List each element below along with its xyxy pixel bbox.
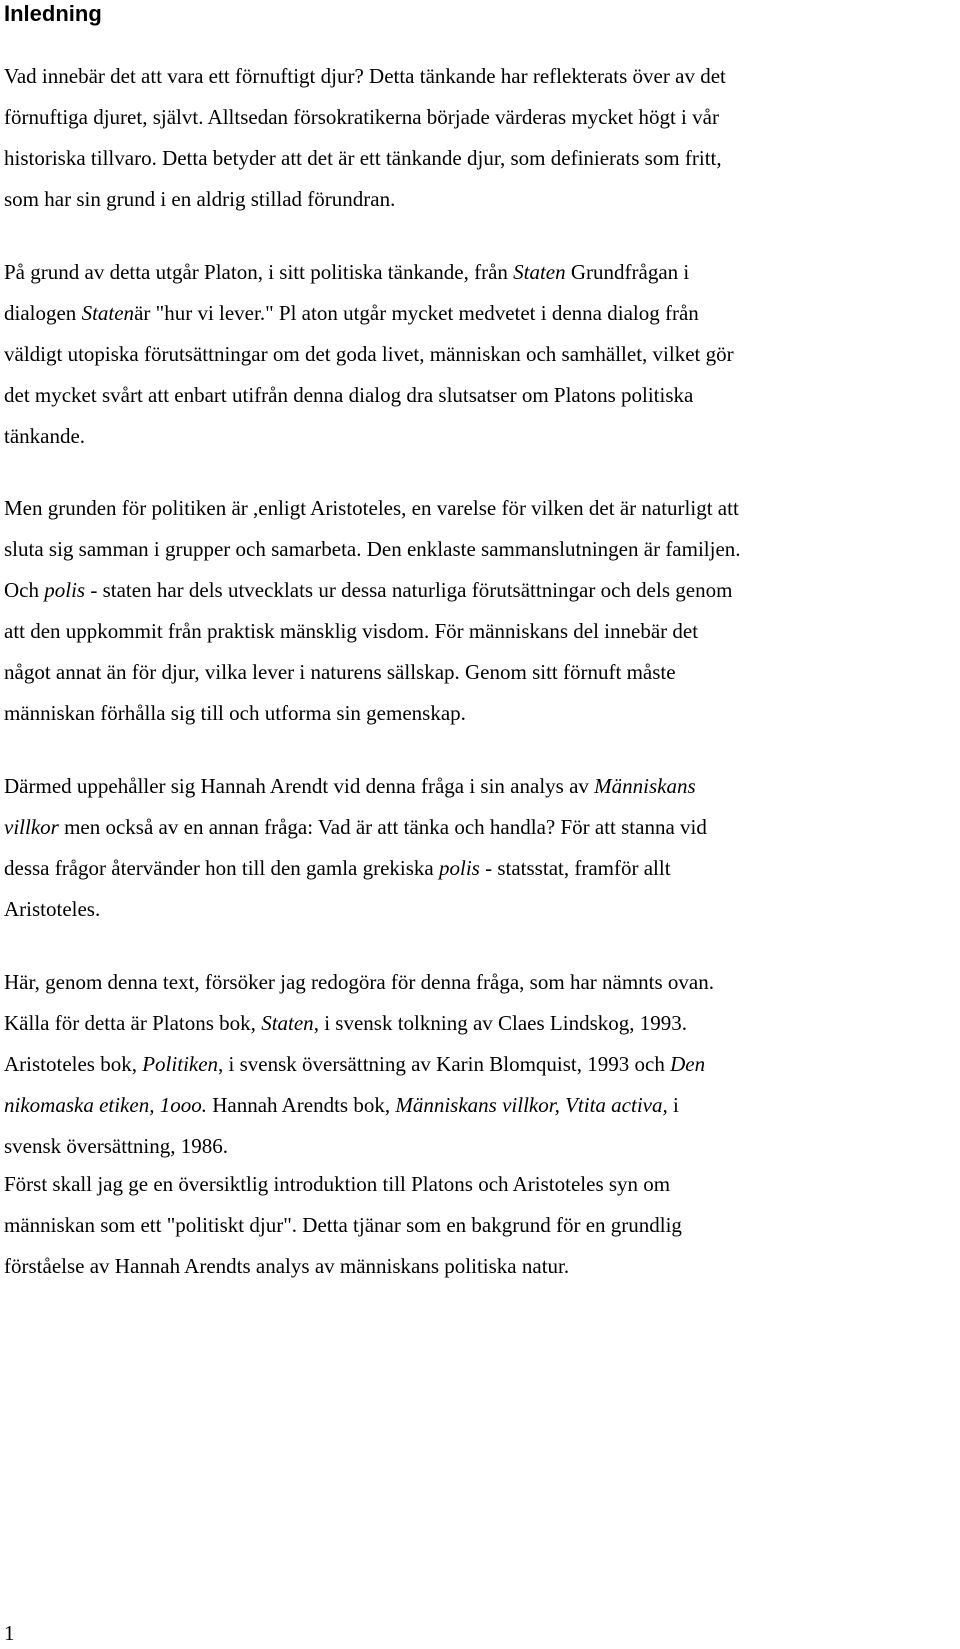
text-segment: något annat än för djur, vilka lever i naturens sällskap. Genom sitt förnuft måste	[4, 660, 676, 684]
text-line	[4, 855, 671, 881]
text-segment: människan förhålla sig till och utforma sin gemenskap.	[4, 701, 466, 725]
italic-text-segment: Staten	[261, 1011, 314, 1035]
text-segment: förståelse av Hannah Arendts analys av människans politiska natur.	[4, 1254, 570, 1278]
italic-text-segment: nikomaska etiken, 1ooo.	[4, 1093, 207, 1117]
text-line	[4, 423, 85, 449]
text-line	[4, 700, 466, 726]
text-line	[4, 1133, 228, 1159]
text-segment: Vad innebär det att vara ett förnuftigt djur? Detta tänkande har reflekterats över av det	[4, 64, 726, 88]
text-segment: i	[667, 1093, 679, 1117]
italic-text-segment: polis	[44, 578, 86, 602]
text-line	[4, 1092, 679, 1118]
text-segment: Aristoteles.	[4, 897, 101, 921]
italic-text-segment: Staten	[81, 301, 135, 325]
page-number: 1	[4, 1621, 15, 1645]
text-line	[4, 104, 719, 130]
text-line	[4, 969, 714, 995]
text-segment: som har sin grund i en aldrig stillad förundran.	[4, 187, 396, 211]
text-segment: dessa frågor återvänder hon till den gamla grekiska	[4, 856, 440, 880]
text-segment: Men grunden för politiken är ,enligt Aristoteles, en varelse för vilken det är naturligt att	[4, 496, 739, 520]
text-line	[4, 618, 698, 644]
text-segment: Därmed uppehåller sig Hannah Arendt vid denna fråga i sin analys av	[4, 774, 595, 798]
text-line	[4, 1171, 670, 1197]
italic-text-segment: Politiken	[142, 1052, 219, 1076]
text-line	[4, 536, 741, 562]
text-line	[4, 300, 699, 326]
text-line	[4, 659, 676, 685]
text-segment: - statsstat, framför allt	[479, 856, 671, 880]
text-segment: förnuftiga djuret, självt. Alltsedan försokratikerna började värderas mycket högt i vår	[4, 105, 719, 129]
text-segment: , i svensk översättning av Karin Blomquist, 1993 och	[218, 1052, 671, 1076]
text-segment: Grundfrågan i	[565, 260, 690, 284]
text-line	[4, 186, 395, 212]
text-segment: är "hur vi lever." Pl aton utgår mycket medvetet i denna dialog från	[134, 301, 699, 325]
text-segment: Hannah Arendts bok,	[206, 1093, 396, 1117]
text-segment: men också av en annan fråga: Vad är att tänka och handla? För att stanna vid	[58, 815, 707, 839]
italic-text-segment: villkor	[4, 815, 59, 839]
text-segment: Och	[4, 578, 45, 602]
text-segment: , i svensk tolkning av Claes Lindskog, 1993.	[313, 1011, 688, 1035]
text-segment: sluta sig samman i grupper och samarbeta. Den enklaste sammanslutningen är familjen.	[4, 537, 741, 561]
text-line	[4, 896, 100, 922]
text-line	[4, 1051, 705, 1077]
text-segment: människan som ett "politiskt djur". Detta tjänar som en bakgrund för en grundlig	[4, 1213, 682, 1237]
text-line	[4, 495, 739, 521]
italic-text-segment: Den	[670, 1052, 706, 1076]
text-segment: Källa för detta är Platons bok,	[4, 1011, 262, 1035]
text-segment: svensk översättning, 1986.	[4, 1134, 228, 1158]
text-segment: väldigt utopiska förutsättningar om det goda livet, människan och samhället, vilket gör	[4, 342, 734, 366]
text-segment: det mycket svårt att enbart utifrån denna dialog dra slutsatser om Platons politiska	[4, 383, 694, 407]
text-segment: Aristoteles bok,	[4, 1052, 143, 1076]
text-segment: - staten har dels utvecklats ur dessa naturliga förutsättningar och dels genom	[85, 578, 733, 602]
text-line	[4, 259, 689, 285]
italic-text-segment: Staten	[513, 260, 566, 284]
text-line	[4, 814, 707, 840]
text-segment: att den uppkommit från praktisk mänsklig visdom. För människans del innebär det	[4, 619, 699, 643]
text-line	[4, 341, 734, 367]
italic-text-segment: polis	[439, 856, 480, 880]
text-segment: Först skall jag ge en översiktlig introduktion till Platons och Aristoteles syn om	[4, 1172, 671, 1196]
italic-text-segment: Människans	[594, 774, 696, 798]
text-segment: På grund av detta utgår Platon, i sitt politiska tänkande, från	[4, 260, 514, 284]
text-line	[4, 1253, 569, 1279]
text-line	[4, 63, 726, 89]
text-line	[4, 145, 722, 171]
text-segment: tänkande.	[4, 424, 86, 448]
text-line	[4, 1010, 687, 1036]
text-line	[4, 1212, 682, 1238]
text-line	[4, 577, 732, 603]
italic-text-segment: Människans villkor, Vtita activa,	[395, 1093, 668, 1117]
text-segment: dialogen	[4, 301, 82, 325]
section-heading: Inledning	[4, 1, 102, 26]
text-segment: Här, genom denna text, försöker jag redogöra för denna fråga, som har nämnts ovan.	[4, 970, 714, 994]
text-line	[4, 382, 693, 408]
text-segment: historiska tillvaro. Detta betyder att det är ett tänkande djur, som definierats som fritt,	[4, 146, 722, 170]
text-line	[4, 773, 696, 799]
